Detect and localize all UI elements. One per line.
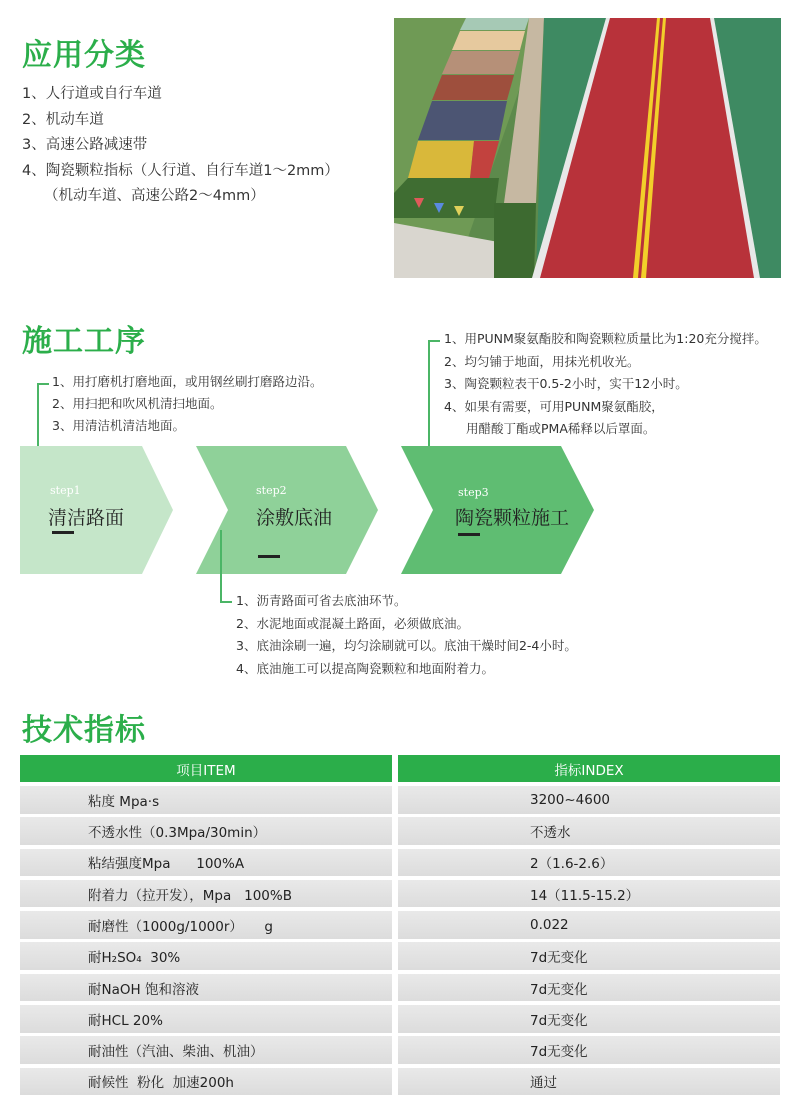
cell-value: 2（1.6-2.6） [398,849,780,877]
step3-notes [444,328,767,441]
section-title-application: 应用分类 [22,38,146,73]
table-row [20,849,780,877]
note-line: 1、用PUNM聚氨酯胶和陶瓷颗粒质量比为1:20充分搅拌。 [444,331,767,346]
application-list [22,82,382,210]
note-line: 4、如果有需要，可用PUNM聚氨酯胶， [444,398,664,414]
list-item: 3、高速公路减速带 [22,137,148,153]
cell-item: 耐磨性（1000g/1000r） g [20,911,392,939]
table-row [20,942,780,970]
section-title-process: 施工工序 [22,324,146,359]
cell-value: 0.022 [398,911,780,939]
table-row [20,911,780,939]
list-item-continuation: （机动车道、高速公路2～4mm） [44,188,265,204]
connector-line-step2-tick [220,601,232,603]
table-header [20,755,780,782]
cell-value: 14（11.5-15.2） [398,880,780,908]
cell-value: 3200~4600 [398,786,780,814]
cell-item: 粘度 Mpa·s [20,786,392,814]
cell-value: 7d无变化 [398,974,780,1002]
note-line: 3、底油涂刷一遍，均匀涂刷就可以。底油干燥时间2-4小时。 [236,638,577,653]
step2-label: step2 [256,484,287,497]
table-row [20,880,780,908]
cell-item: 附着力（拉开发），Mpa 100%B [20,880,392,908]
cell-value: 通过 [398,1068,780,1096]
note-line: 3、陶瓷颗粒表干0.5-2小时，实干12小时。 [444,376,688,391]
step1-notes [52,371,322,437]
section-title-tech: 技术指标 [22,713,146,748]
note-line: 用醋酸丁酯或PMA稀释以后罩面。 [466,421,656,436]
cell-item: 耐HCL 20% [20,1005,392,1033]
step3-name: 陶瓷颗粒施工 [455,507,570,529]
note-line: 3、用清洁机清洁地面。 [52,418,185,433]
cell-item: 耐油性（汽油、柴油、机油） [20,1036,392,1064]
step2-dash [258,555,280,558]
cell-value: 7d无变化 [398,1036,780,1064]
cell-item: 耐H₂SO₄ 30% [20,942,392,970]
step3-label: step3 [458,486,489,499]
colored-road-photo [394,18,781,278]
table-row [20,974,780,1002]
table-row [20,1068,780,1096]
cell-value: 7d无变化 [398,942,780,970]
cell-item: 耐候性 粉化 加速200h [20,1068,392,1096]
note-line: 2、用扫把和吹风机清扫地面。 [52,396,223,411]
table-row [20,786,780,814]
cell-item: 耐NaOH 饱和溶液 [20,974,392,1002]
note-line: 1、用打磨机打磨地面，或用钢丝刷打磨路边沿。 [52,374,323,389]
step3-dash [458,533,480,536]
header-index: 指标INDEX [398,755,780,782]
list-item: 2、机动车道 [22,111,104,128]
note-line: 1、沥青路面可省去底油环节。 [236,593,407,608]
step2-notes [236,590,577,680]
list-item: 4、陶瓷颗粒指标（人行道、自行车道1～2mm） [22,162,339,179]
connector-line-step1-tick [37,383,49,385]
header-item: 项目ITEM [20,755,392,782]
table-row [20,817,780,845]
list-item: 1、人行道或自行车道 [22,86,162,102]
table-row [20,1005,780,1033]
step1-dash [52,531,74,534]
cell-item: 粘结强度Mpa 100%A [20,849,392,877]
cell-item: 不透水性（0.3Mpa/30min） [20,817,392,845]
connector-line-step2 [220,530,222,602]
step2-name: 涂敷底油 [256,507,333,529]
connector-line-step3-tick [428,340,440,342]
cell-value: 不透水 [398,817,780,845]
step1-label: step1 [50,484,81,497]
note-line: 4、底油施工可以提高陶瓷颗粒和地面附着力。 [236,660,494,676]
tech-spec-table [20,755,780,1099]
note-line: 2、均匀铺于地面，用抹光机收光。 [444,353,640,369]
step1-name: 清洁路面 [48,507,125,529]
cell-value: 7d无变化 [398,1005,780,1033]
table-row [20,1036,780,1064]
note-line: 2、水泥地面或混凝土路面，必须做底油。 [236,615,469,631]
